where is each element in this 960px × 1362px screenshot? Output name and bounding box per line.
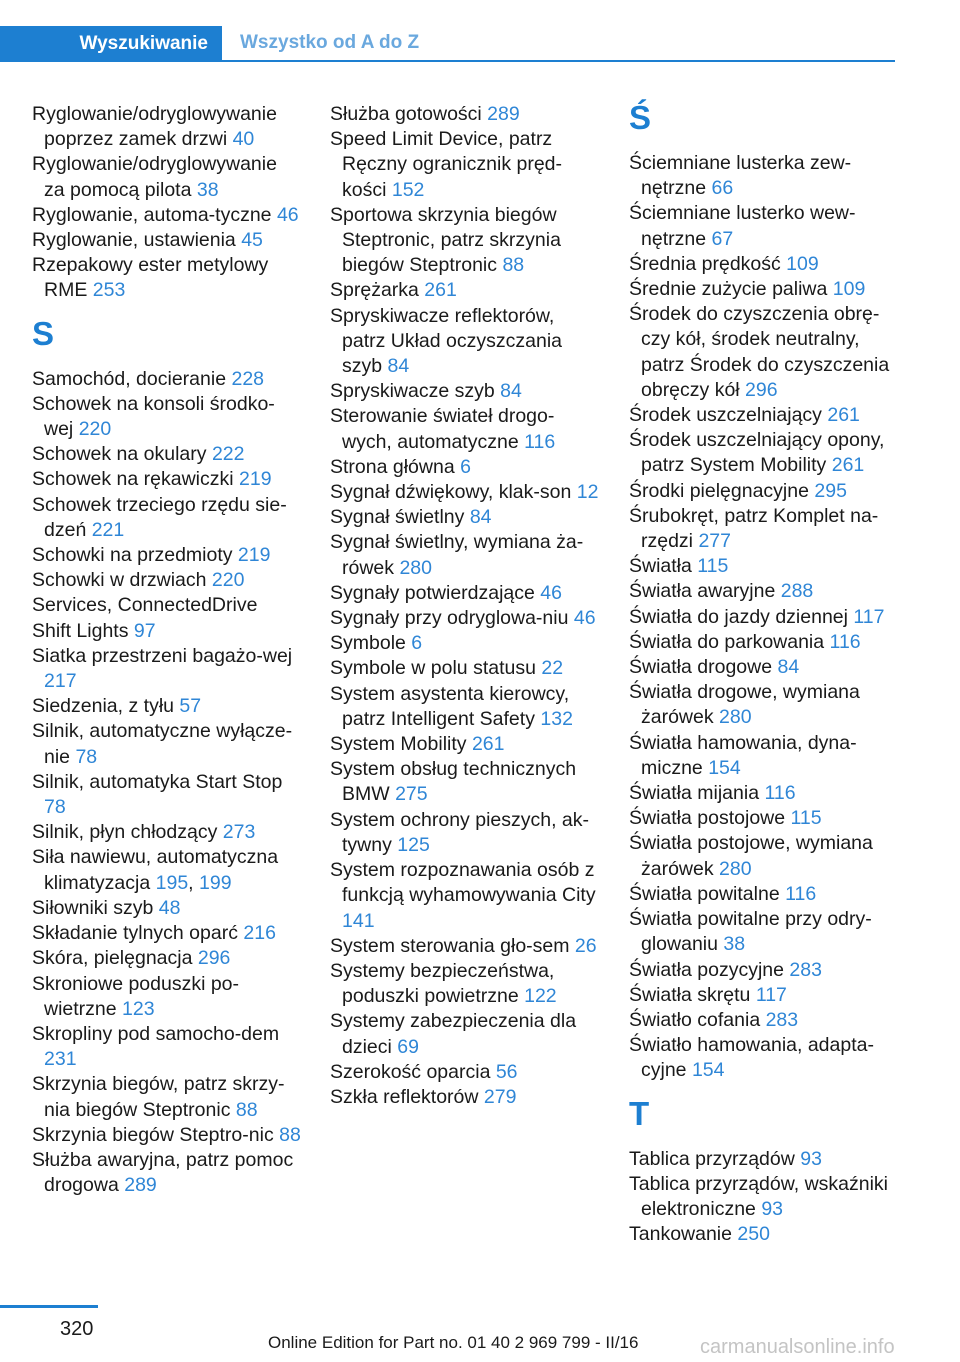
index-entry xyxy=(629,504,899,554)
index-entry xyxy=(32,253,302,303)
index-entry xyxy=(32,367,302,392)
page-link[interactable]: 88 xyxy=(235,1098,258,1121)
index-term: Skrzynia biegów Steptro‐nic xyxy=(32,1123,280,1146)
page-link[interactable]: 220 xyxy=(78,418,112,441)
index-entry xyxy=(32,493,302,543)
index-term: Światła postojowe, wymiana żarówek xyxy=(629,832,873,880)
index-letter-heading: T xyxy=(629,1094,650,1132)
index-entry xyxy=(629,579,899,604)
index-term: Światła drogowe, wymiana żarówek xyxy=(629,681,860,729)
index-entry xyxy=(330,934,600,959)
page-link[interactable]: 261 xyxy=(471,733,505,756)
index-entry xyxy=(330,581,600,606)
header-divider xyxy=(0,60,895,62)
index-entry xyxy=(629,302,899,403)
index-entry xyxy=(32,467,302,492)
index-term: Środek uszczelniający opony, patrz System Mobility xyxy=(629,429,885,477)
index-term: Tablica przyrządów xyxy=(629,1147,801,1170)
index-entry xyxy=(32,619,302,644)
index-entry xyxy=(629,907,899,957)
index-term: Symbole xyxy=(330,632,412,655)
page-link[interactable]: 283 xyxy=(789,958,822,981)
index-term: Sygnał dźwiękowy, klak‐son xyxy=(330,481,577,504)
index-entry xyxy=(330,102,600,127)
page-link[interactable]: 117 xyxy=(853,605,885,628)
index-entry xyxy=(629,680,899,730)
tab-a-to-z[interactable]: Wszystko od A do Z xyxy=(240,32,420,53)
page-link[interactable]: 220 xyxy=(211,569,245,592)
page-number: 320 xyxy=(60,1318,94,1340)
index-term: Sygnał świetlny, wymiana ża‐rówek xyxy=(330,531,584,579)
page-link[interactable]: 40 xyxy=(232,128,255,151)
index-term: Spryskiwacze reflektorów, patrz Układ oczyszczania szyb xyxy=(330,304,563,378)
edition-text: Online Edition for Part no. 01 40 2 969 799 - II/16 xyxy=(268,1333,639,1352)
index-term: Szkła reflektorów xyxy=(330,1085,484,1108)
page-link[interactable]: 289 xyxy=(487,103,520,125)
index-column-1 xyxy=(32,102,302,1198)
index-term: Schowki w drzwiach xyxy=(32,569,212,592)
page-link[interactable]: 93 xyxy=(800,1147,822,1170)
page-link[interactable]: 115 xyxy=(790,807,822,830)
index-term: System Mobility xyxy=(330,733,472,756)
index-entry xyxy=(32,1123,302,1148)
index-entry xyxy=(330,480,600,505)
index-term: Światła pozycyjne xyxy=(629,958,790,981)
page-link[interactable]: 93 xyxy=(761,1197,784,1220)
index-term: Służba awaryjna, patrz pomoc drogowa xyxy=(32,1148,294,1197)
index-term: Schowek trzeciego rzędu sie‐dzeń xyxy=(32,493,287,541)
page-link[interactable]: 122 xyxy=(524,985,557,1008)
page-link[interactable]: 84 xyxy=(469,506,492,529)
page-link[interactable]: 216 xyxy=(243,922,276,945)
index-term: Siedzenia, z tyłu xyxy=(32,695,180,718)
page-link[interactable]: 253 xyxy=(92,279,126,302)
index-term: Sygnały przy odryglowa‐niu xyxy=(330,607,574,630)
index-term: Ściemniane lusterko wew‐nętrzne xyxy=(629,202,856,250)
index-term: Sterowanie świateł drogo‐wych, automatyczne xyxy=(330,405,555,453)
index-entry xyxy=(330,656,600,681)
index-term: Samochód, docieranie xyxy=(32,367,232,390)
index-entry xyxy=(629,655,899,680)
index-entry xyxy=(32,392,302,442)
index-entry xyxy=(629,1033,899,1083)
index-entry: Siła nawiewu, automatyczna klimatyzacja 195, 199 xyxy=(32,846,279,894)
index-entry xyxy=(32,770,302,820)
index-term: Światła awaryjne xyxy=(629,580,781,603)
index-term: System rozpoznawania osób z funkcją wyhamowywania City xyxy=(330,859,596,907)
page-link[interactable]: 152 xyxy=(391,178,425,201)
index-entry xyxy=(32,203,302,228)
index-term: Skropliny pod samocho‐dem xyxy=(32,1022,280,1045)
index-entry xyxy=(330,455,600,480)
index-entry xyxy=(32,593,302,618)
index-entry xyxy=(32,543,302,568)
index-entry xyxy=(629,731,899,781)
page-link[interactable]: 45 xyxy=(241,229,263,252)
page-link[interactable]: 217 xyxy=(44,670,77,693)
index-entry xyxy=(330,682,600,732)
index-term: Środek uszczelniający xyxy=(629,404,828,427)
index-term: Services, ConnectedDrive xyxy=(32,594,258,617)
page-link[interactable]: 273 xyxy=(222,821,256,844)
index-entry xyxy=(629,806,899,831)
index-entry xyxy=(32,152,302,202)
index-term: Skrzynia biegów, patrz skrzy‐nia biegów Steptronic xyxy=(32,1073,285,1121)
index-entry xyxy=(32,1072,302,1122)
page-link[interactable]: 261 xyxy=(831,454,865,477)
page-link[interactable]: 78 xyxy=(75,745,98,768)
page-link[interactable]: 261 xyxy=(424,279,457,302)
index-entry xyxy=(330,203,600,279)
index-term: Światła hamowania, dyna‐miczne xyxy=(629,731,857,779)
index-term: Ryglowanie/odryglowywanie poprzez zamek drzwi xyxy=(32,103,277,151)
page-link[interactable]: 231 xyxy=(44,1048,77,1071)
index-term: Ściemniane lusterka zew‐nętrzne xyxy=(629,152,852,200)
index-term: System asystenta kierowcy, patrz Intelligent Safety xyxy=(330,682,570,730)
index-term: Ryglowanie/odryglowywanie za pomocą pilota xyxy=(32,153,277,201)
index-term: Sygnał świetlny xyxy=(330,506,470,529)
index-term: Szerokość oparcia xyxy=(330,1060,496,1083)
index-term: Średnia prędkość xyxy=(629,252,787,275)
page-link[interactable]: 219 xyxy=(239,468,272,491)
index-entry xyxy=(629,882,899,907)
index-term: Światła powitalne xyxy=(629,882,786,905)
index-column-3 xyxy=(629,99,899,1247)
page-link[interactable]: 48 xyxy=(158,896,181,919)
index-term: Światła do jazdy dziennej xyxy=(629,605,854,628)
index-entry xyxy=(32,896,302,921)
index-entry xyxy=(629,781,899,806)
index-term: Średnie zużycie paliwa xyxy=(629,278,833,301)
index-entry xyxy=(32,442,302,467)
page-link[interactable]: 280 xyxy=(719,857,752,880)
index-term: Sprężarka xyxy=(330,279,425,302)
page-link[interactable]: 219 xyxy=(237,544,271,567)
index-term: System sterowania gło‐sem xyxy=(330,934,575,957)
index-entry xyxy=(330,127,600,203)
page-link[interactable]: 46 xyxy=(540,581,562,604)
page-link[interactable]: 6 xyxy=(460,455,471,478)
index-entry xyxy=(330,631,600,656)
page-link[interactable]: 57 xyxy=(179,695,202,718)
index-entry xyxy=(629,1147,899,1172)
page-link[interactable]: 115 xyxy=(697,555,729,578)
index-term: Skóra, pielęgnacja xyxy=(32,947,198,970)
index-term: Środki pielęgnacyjne xyxy=(629,479,815,502)
page-link[interactable]: 154 xyxy=(708,756,741,779)
page-link[interactable]: 84 xyxy=(500,380,522,403)
page-link[interactable]: 38 xyxy=(723,933,746,956)
page-link[interactable]: 12 xyxy=(576,481,599,504)
index-entry xyxy=(629,403,899,428)
index-term: Światła do parkowania xyxy=(629,630,830,653)
page-link[interactable]: 280 xyxy=(399,556,432,579)
page-link[interactable]: 84 xyxy=(777,656,800,679)
index-entry xyxy=(32,972,302,1022)
page-link[interactable]: 26 xyxy=(574,934,597,957)
index-term: Sygnały potwierdzające xyxy=(330,581,541,604)
index-term: Skroniowe poduszki po‐wietrzne xyxy=(32,972,240,1020)
index-term: Środek do czyszczenia obrę‐czy kół, środek neutralny, patrz Środek do czyszczenia obręczy kół xyxy=(629,303,890,401)
page-link[interactable]: 295 xyxy=(814,479,847,502)
page-link[interactable]: 116 xyxy=(524,430,556,453)
index-term: Tankowanie xyxy=(629,1223,738,1246)
page-link[interactable]: 78 xyxy=(44,796,66,819)
page-link[interactable]: 277 xyxy=(698,530,731,553)
index-entry xyxy=(629,958,899,983)
page-link[interactable]: 69 xyxy=(397,1035,419,1058)
index-term: Schowek na rękawiczki xyxy=(32,468,239,491)
index-term: Schowki na przedmioty xyxy=(32,544,238,567)
index-term: Systemy zabezpieczenia dla dzieci xyxy=(330,1010,577,1058)
index-entry xyxy=(330,757,600,807)
page-link[interactable]: 6 xyxy=(411,632,423,655)
page-link[interactable]: 228 xyxy=(231,367,265,390)
index-entry xyxy=(32,1022,302,1072)
page-link[interactable]: 109 xyxy=(786,252,819,275)
index-column-2 xyxy=(330,102,600,1110)
index-term: Symbole w polu statusu xyxy=(330,657,542,680)
index-entry xyxy=(330,606,600,631)
page-link[interactable]: 296 xyxy=(197,947,231,970)
index-entry xyxy=(330,959,600,1009)
index-entry xyxy=(32,719,302,769)
page-link[interactable]: 280 xyxy=(719,706,752,729)
index-term: Rzepakowy ester metylowy RME xyxy=(32,254,269,302)
index-term: Światła skrętu xyxy=(629,983,756,1006)
index-entry xyxy=(32,820,302,845)
index-term: Strona główna xyxy=(330,455,461,478)
page-link[interactable]: 88 xyxy=(279,1123,301,1146)
index-term: Silnik, automatyczne wyłącze‐nie xyxy=(32,720,293,768)
index-entry xyxy=(330,1085,600,1110)
index-term: Służba gotowości xyxy=(330,103,488,125)
footer-divider xyxy=(0,1305,98,1308)
page-link[interactable]: 288 xyxy=(780,580,814,603)
index-term: Tablica przyrządów, wskaźniki elektroniczne xyxy=(629,1172,889,1220)
page-link[interactable]: 56 xyxy=(495,1060,518,1083)
index-entry xyxy=(629,151,899,201)
index-term: Schowek na okulary xyxy=(32,443,212,466)
index-entry xyxy=(32,644,302,694)
page-link[interactable]: 275 xyxy=(395,783,428,806)
tab-search[interactable]: Wyszukiwanie xyxy=(0,26,222,62)
page-link[interactable]: 109 xyxy=(832,278,866,301)
index-entry xyxy=(629,1172,899,1222)
index-entry xyxy=(32,921,302,946)
page-link[interactable]: 66 xyxy=(711,177,734,200)
index-term: Speed Limit Device, patrz Ręczny ogranicznik pręd‐kości xyxy=(330,128,563,201)
index-entry xyxy=(330,1060,600,1085)
page-link[interactable]: 84 xyxy=(387,355,410,378)
index-entry xyxy=(32,568,302,593)
page-link[interactable]: 279 xyxy=(483,1085,517,1108)
index-term: System ochrony pieszych, ak‐tywny xyxy=(330,808,590,856)
index-entry xyxy=(330,530,600,580)
index-entry xyxy=(629,201,899,251)
index-term: Składanie tylnych oparć xyxy=(32,922,244,945)
index-term: Schowek na konsoli środko‐wej xyxy=(32,392,275,441)
index-term: Światła powitalne przy odry‐glowaniu xyxy=(629,908,872,956)
page-link[interactable]: 116 xyxy=(829,630,861,653)
index-term: Światła drogowe xyxy=(629,656,778,679)
page-link[interactable]: 116 xyxy=(785,882,817,905)
index-entry xyxy=(330,304,600,380)
page-link[interactable]: 46 xyxy=(276,203,299,226)
index-term: Światła mijania xyxy=(629,782,765,805)
page-link[interactable]: 46 xyxy=(573,607,596,630)
page-link[interactable]: 97 xyxy=(133,619,156,642)
page-link[interactable]: 221 xyxy=(91,518,125,541)
page-link[interactable]: 116 xyxy=(764,782,796,805)
index-entry xyxy=(330,858,600,934)
index-entry xyxy=(629,554,899,579)
index-entry xyxy=(32,694,302,719)
index-entry xyxy=(629,252,899,277)
page-link[interactable]: 199 xyxy=(199,871,232,894)
index-entry xyxy=(330,379,600,404)
page-link[interactable]: 261 xyxy=(827,404,860,427)
page-link[interactable]: 132 xyxy=(540,707,573,730)
page-link[interactable]: 125 xyxy=(397,833,430,856)
index-term: Spryskiwacze szyb xyxy=(330,380,501,403)
page-link[interactable]: 222 xyxy=(211,443,245,466)
index-term: Shift Lights xyxy=(32,619,134,642)
index-entry xyxy=(32,102,302,152)
page-link[interactable]: 123 xyxy=(122,997,155,1020)
page-link[interactable]: 38 xyxy=(196,178,219,201)
index-letter-heading: S xyxy=(32,314,55,352)
index-term: Ryglowanie, automa‐tyczne xyxy=(32,203,277,226)
index-entry xyxy=(629,1008,899,1033)
index-entry xyxy=(629,630,899,655)
index-term: Sportowa skrzynia biegów Steptronic, patrz skrzynia biegów Steptronic xyxy=(330,203,561,277)
page-link[interactable]: 154 xyxy=(691,1059,725,1082)
watermark: carmanualsonline.info xyxy=(700,1336,895,1358)
index-entry xyxy=(629,831,899,881)
index-entry xyxy=(32,228,302,253)
page-link[interactable]: 22 xyxy=(541,657,564,680)
index-term: Siatka przestrzeni bagażo‐wej xyxy=(32,644,293,667)
index-term: Siła nawiewu, automatyczna klimatyzacja xyxy=(32,846,279,894)
page-link[interactable]: 289 xyxy=(124,1174,157,1197)
index-term: Systemy bezpieczeństwa, poduszki powietrzne xyxy=(330,959,555,1008)
page-link[interactable]: 250 xyxy=(737,1223,770,1246)
index-entry xyxy=(330,732,600,757)
index-entry xyxy=(629,428,899,478)
index-term: Silnik, automatyka Start Stop xyxy=(32,770,283,793)
index-entry xyxy=(629,983,899,1008)
page-link[interactable]: 67 xyxy=(711,227,734,250)
index-entry xyxy=(330,505,600,530)
index-entry xyxy=(330,404,600,454)
index-entry xyxy=(32,946,302,971)
index-entry xyxy=(629,1222,899,1247)
index-entry xyxy=(330,1009,600,1059)
index-entry xyxy=(629,605,899,630)
page-link[interactable]: 88 xyxy=(502,254,525,277)
index-entry xyxy=(629,479,899,504)
index-term: Ryglowanie, ustawienia xyxy=(32,229,242,252)
index-term: Światło hamowania, adapta‐cyjne xyxy=(629,1034,874,1082)
index-entry xyxy=(629,277,899,302)
index-term: Silnik, płyn chłodzący xyxy=(32,821,223,844)
index-term: Śrubokręt, patrz Komplet na‐rzędzi xyxy=(629,504,879,553)
page-link[interactable]: 117 xyxy=(755,983,787,1006)
page-link[interactable]: 141 xyxy=(342,909,375,932)
page-link[interactable]: 283 xyxy=(765,1008,799,1031)
header-tabbar xyxy=(0,26,895,62)
index-entry xyxy=(32,1148,302,1198)
index-term: Światło cofania xyxy=(629,1008,766,1031)
index-letter-heading: Ś xyxy=(629,99,652,136)
index-entry xyxy=(330,808,600,858)
index-term: Światła xyxy=(629,555,698,578)
index-term: Światła postojowe xyxy=(629,807,791,830)
index-entry xyxy=(330,278,600,303)
page-link[interactable]: 195 xyxy=(155,871,189,894)
index-term: System obsług technicznych BMW xyxy=(330,758,577,806)
index-term: Siłowniki szyb xyxy=(32,896,159,919)
page-link[interactable]: 296 xyxy=(745,378,778,401)
